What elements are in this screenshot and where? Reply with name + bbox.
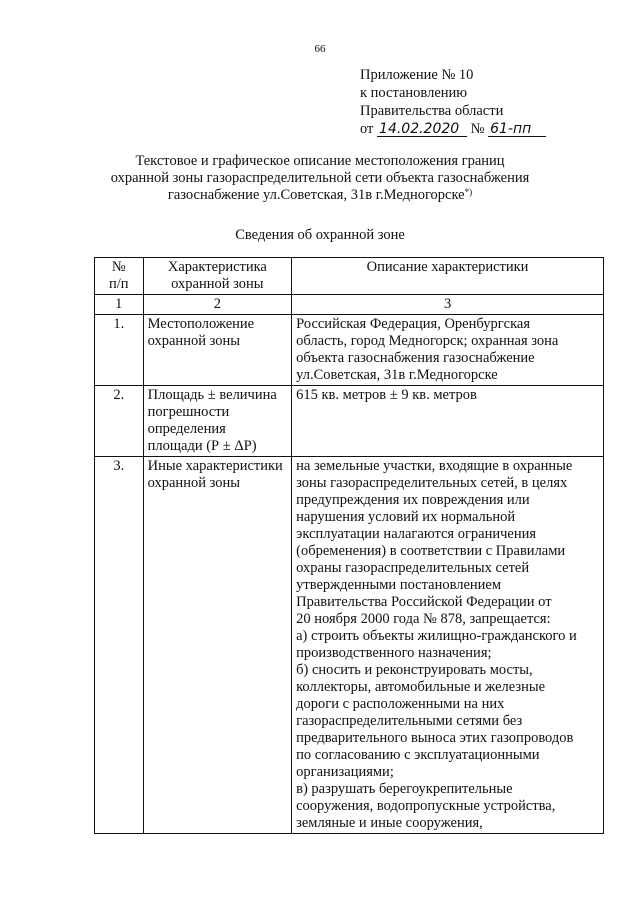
desc-line: б) сносить и реконструировать мосты, xyxy=(296,662,533,678)
row-number: 1. xyxy=(95,315,144,386)
desc-line: 615 кв. метров ± 9 кв. метров xyxy=(296,387,477,403)
desc-line: объекта газоснабжения газоснабжение xyxy=(296,350,535,366)
col-number-2: 2 xyxy=(143,295,292,315)
desc-line: предварительного выноса этих газопроводов xyxy=(296,730,574,746)
appendix-line-2: к постановлению xyxy=(360,85,468,101)
header-char-line-1: Характеристика xyxy=(167,259,267,275)
document-title xyxy=(0,153,640,204)
desc-line: область, город Медногорск; охранная зона xyxy=(296,333,559,349)
appendix-line-3: Правительства области xyxy=(360,103,504,119)
col-number-3: 3 xyxy=(292,295,604,315)
desc-line: коллекторы, автомобильные и железные xyxy=(296,679,546,695)
desc-line: эксплуатации налагаются ограничения xyxy=(296,526,537,542)
from-label: от xyxy=(360,121,374,137)
desc-line: утвержденными постановлением xyxy=(296,577,502,593)
desc-line: Российская Федерация, Оренбургская xyxy=(296,316,531,332)
char-line: охранной зоны xyxy=(147,333,240,349)
title-line-3-text: газоснабжение ул.Советская, 31в г.Медногорске xyxy=(167,187,465,203)
desc-line: по согласованию с эксплуатационными xyxy=(296,747,540,763)
number-label: № xyxy=(470,121,485,137)
desc-line: предупреждения их повреждения или xyxy=(296,492,530,508)
protection-zone-table xyxy=(94,257,604,834)
header-char-line-2: охранной зоны xyxy=(171,276,264,292)
page-number: 66 xyxy=(314,43,326,55)
appendix-line-1: Приложение № 10 xyxy=(360,67,474,83)
handwritten-date: 14.02.2020 xyxy=(377,122,467,137)
desc-line: дороги с расположенными на них xyxy=(296,696,505,712)
char-line: охранной зоны xyxy=(147,475,240,491)
header-num-line-2: п/п xyxy=(109,276,129,292)
desc-line: ул.Советская, 31в г.Медногорске xyxy=(296,367,498,383)
desc-line: газораспределительными сетями без xyxy=(296,713,523,729)
title-line-2: охранной зоны газораспределительной сети объекта газоснабжения xyxy=(110,170,530,186)
char-line: Местоположение xyxy=(147,316,255,332)
row-description xyxy=(292,457,604,834)
footnote-mark: *) xyxy=(464,187,473,197)
header-description: Описание характеристики xyxy=(292,258,604,295)
handwritten-number: 61-пп xyxy=(488,122,546,137)
row-description xyxy=(292,315,604,386)
header-num-line-1: № xyxy=(111,259,126,275)
char-line: Иные характеристики xyxy=(147,458,283,474)
desc-line: Правительства Российской Федерации от xyxy=(296,594,552,610)
appendix-block xyxy=(360,66,546,138)
desc-line: сооружения, водопропускные устройства, xyxy=(296,798,556,814)
row-number: 2. xyxy=(95,386,144,457)
title-line-1: Текстовое и графическое описание местоположения границ xyxy=(135,153,505,169)
row-characteristic xyxy=(143,457,292,834)
char-line: Площадь ± величина xyxy=(147,387,277,403)
char-line: погрешности xyxy=(147,404,230,420)
desc-line: а) строить объекты жилищно-гражданского и xyxy=(296,628,577,644)
desc-line: охраны газораспределительных сетей xyxy=(296,560,530,576)
desc-line: в) разрушать берегоукрепительные xyxy=(296,781,513,797)
row-description xyxy=(292,386,604,457)
desc-line: (обременения) в соответствии с Правилами xyxy=(296,543,566,559)
column-number-row xyxy=(95,295,604,315)
char-line: определения xyxy=(147,421,226,437)
appendix-date-line xyxy=(360,120,546,138)
row-number: 3. xyxy=(95,457,144,834)
table-row xyxy=(95,315,604,386)
col-number-1: 1 xyxy=(95,295,144,315)
desc-line: организациями; xyxy=(296,764,394,780)
desc-line: нарушения условий их нормальной xyxy=(296,509,516,525)
desc-line: производственного назначения; xyxy=(296,645,492,661)
section-subtitle: Сведения об охранной зоне xyxy=(235,227,405,243)
header-characteristic xyxy=(143,258,292,295)
desc-line: земляные и иные сооружения, xyxy=(296,815,483,831)
row-characteristic xyxy=(143,315,292,386)
header-num xyxy=(95,258,144,295)
desc-line: 20 ноября 2000 года № 878, запрещается: xyxy=(296,611,551,627)
title-line-3 xyxy=(0,187,640,204)
table-row xyxy=(95,386,604,457)
table-row xyxy=(95,457,604,834)
table-header-row xyxy=(95,258,604,295)
desc-line: на земельные участки, входящие в охранные xyxy=(296,458,573,474)
char-line: площади (Р ± ΔР) xyxy=(147,438,257,454)
row-characteristic xyxy=(143,386,292,457)
desc-line: зоны газораспределительных сетей, в целях xyxy=(296,475,568,491)
